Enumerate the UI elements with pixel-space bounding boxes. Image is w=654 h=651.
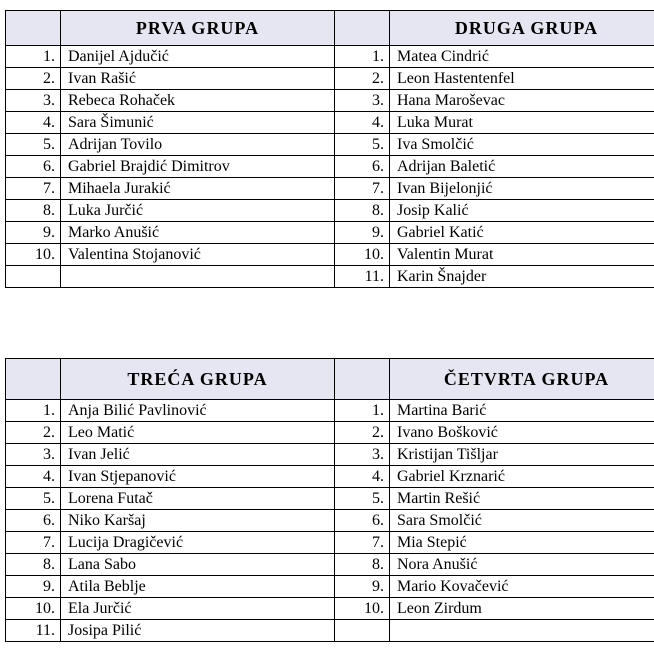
header-blank-cell	[6, 359, 61, 400]
member-name: Matea Cindrić	[390, 46, 654, 68]
table-row	[6, 400, 654, 422]
member-number: 11.	[6, 620, 61, 642]
table-row	[6, 444, 654, 466]
table-row	[6, 554, 654, 576]
member-number: 6.	[335, 156, 390, 178]
member-name: Luka Jurčić	[61, 200, 335, 222]
member-name: Leon Zirdum	[390, 598, 654, 620]
member-number: 6.	[6, 510, 61, 532]
table-body-bottom	[6, 359, 654, 642]
member-number: 4.	[335, 112, 390, 134]
member-name: Sara Šimunić	[61, 112, 335, 134]
member-name	[390, 620, 654, 642]
member-number: 7.	[335, 532, 390, 554]
table-row	[6, 532, 654, 554]
member-number: 10.	[6, 598, 61, 620]
group-header-row	[6, 11, 654, 46]
table-row	[6, 200, 654, 222]
member-name: Valentina Stojanović	[61, 244, 335, 266]
table-row	[6, 68, 654, 90]
member-name: Martina Barić	[390, 400, 654, 422]
table-row	[6, 266, 654, 288]
table-row	[6, 488, 654, 510]
member-number: 2.	[335, 422, 390, 444]
member-number: 1.	[6, 46, 61, 68]
header-blank-cell	[6, 11, 61, 46]
member-number: 7.	[6, 178, 61, 200]
member-number: 3.	[6, 90, 61, 112]
member-name: Gabriel Brajdić Dimitrov	[61, 156, 335, 178]
member-number: 11.	[335, 266, 390, 288]
member-number: 2.	[335, 68, 390, 90]
member-name: Rebeca Rohaček	[61, 90, 335, 112]
table-row	[6, 156, 654, 178]
member-number: 8.	[335, 200, 390, 222]
member-number: 9.	[6, 576, 61, 598]
member-name: Adrijan Baletić	[390, 156, 654, 178]
member-name: Adrijan Tovilo	[61, 134, 335, 156]
member-number: 10.	[335, 244, 390, 266]
member-number: 8.	[335, 554, 390, 576]
group-title: ČETVRTA GRUPA	[390, 359, 654, 400]
table-row	[6, 598, 654, 620]
member-name: Mihaela Jurakić	[61, 178, 335, 200]
member-number: 9.	[335, 222, 390, 244]
member-number: 6.	[335, 510, 390, 532]
member-name: Josipa Pilić	[61, 620, 335, 642]
table-row	[6, 466, 654, 488]
member-name: Hana Maroševac	[390, 90, 654, 112]
groups-table-top	[5, 10, 654, 288]
member-number: 4.	[6, 112, 61, 134]
group-header-row	[6, 359, 654, 400]
table-row	[6, 222, 654, 244]
member-name: Luka Murat	[390, 112, 654, 134]
member-name: Mario Kovačević	[390, 576, 654, 598]
member-name: Valentin Murat	[390, 244, 654, 266]
member-name: Gabriel Katić	[390, 222, 654, 244]
member-number	[335, 620, 390, 642]
table-row	[6, 178, 654, 200]
member-name: Ivan Stjepanović	[61, 466, 335, 488]
header-blank-cell	[335, 359, 390, 400]
group-title: DRUGA GRUPA	[390, 11, 654, 46]
table-row	[6, 46, 654, 68]
table-row	[6, 422, 654, 444]
member-number: 5.	[6, 134, 61, 156]
group-title: TREĆA GRUPA	[61, 359, 335, 400]
member-name: Martin Rešić	[390, 488, 654, 510]
member-number: 6.	[6, 156, 61, 178]
member-number: 4.	[6, 466, 61, 488]
member-name: Atila Beblje	[61, 576, 335, 598]
member-number: 8.	[6, 554, 61, 576]
table-row	[6, 576, 654, 598]
member-number: 3.	[335, 444, 390, 466]
member-name: Anja Bilić Pavlinović	[61, 400, 335, 422]
member-name: Niko Karšaj	[61, 510, 335, 532]
member-name: Leo Matić	[61, 422, 335, 444]
member-number: 4.	[335, 466, 390, 488]
groups-table-bottom	[5, 358, 654, 642]
header-blank-cell	[335, 11, 390, 46]
member-number: 2.	[6, 422, 61, 444]
member-name: Ela Jurčić	[61, 598, 335, 620]
table-row	[6, 112, 654, 134]
member-number: 1.	[335, 46, 390, 68]
member-name: Ivan Rašić	[61, 68, 335, 90]
member-number: 9.	[335, 576, 390, 598]
member-name	[61, 266, 335, 288]
member-number: 10.	[335, 598, 390, 620]
member-number: 2.	[6, 68, 61, 90]
member-name: Ivano Bošković	[390, 422, 654, 444]
member-name: Nora Anušić	[390, 554, 654, 576]
member-number	[6, 266, 61, 288]
member-name: Danijel Ajdučić	[61, 46, 335, 68]
member-name: Lorena Futač	[61, 488, 335, 510]
member-number: 7.	[6, 532, 61, 554]
member-name: Karin Šnajder	[390, 266, 654, 288]
table-row	[6, 510, 654, 532]
member-name: Ivan Jelić	[61, 444, 335, 466]
group-title: PRVA GRUPA	[61, 11, 335, 46]
member-name: Ivan Bijelonjić	[390, 178, 654, 200]
member-name: Lana Sabo	[61, 554, 335, 576]
member-name: Lucija Dragičević	[61, 532, 335, 554]
member-name: Leon Hastentenfel	[390, 68, 654, 90]
table-row	[6, 244, 654, 266]
member-number: 5.	[6, 488, 61, 510]
member-name: Josip Kalić	[390, 200, 654, 222]
member-name: Kristijan Tišljar	[390, 444, 654, 466]
member-name: Mia Stepić	[390, 532, 654, 554]
member-number: 7.	[335, 178, 390, 200]
member-number: 3.	[335, 90, 390, 112]
member-number: 5.	[335, 488, 390, 510]
member-name: Iva Smolčić	[390, 134, 654, 156]
table-row	[6, 134, 654, 156]
member-number: 3.	[6, 444, 61, 466]
member-number: 8.	[6, 200, 61, 222]
member-number: 5.	[335, 134, 390, 156]
table-row	[6, 620, 654, 642]
member-number: 10.	[6, 244, 61, 266]
member-name: Marko Anušić	[61, 222, 335, 244]
member-number: 9.	[6, 222, 61, 244]
table-body-top	[6, 11, 654, 288]
table-row	[6, 90, 654, 112]
member-name: Gabriel Krznarić	[390, 466, 654, 488]
member-number: 1.	[6, 400, 61, 422]
member-name: Sara Smolčić	[390, 510, 654, 532]
member-number: 1.	[335, 400, 390, 422]
